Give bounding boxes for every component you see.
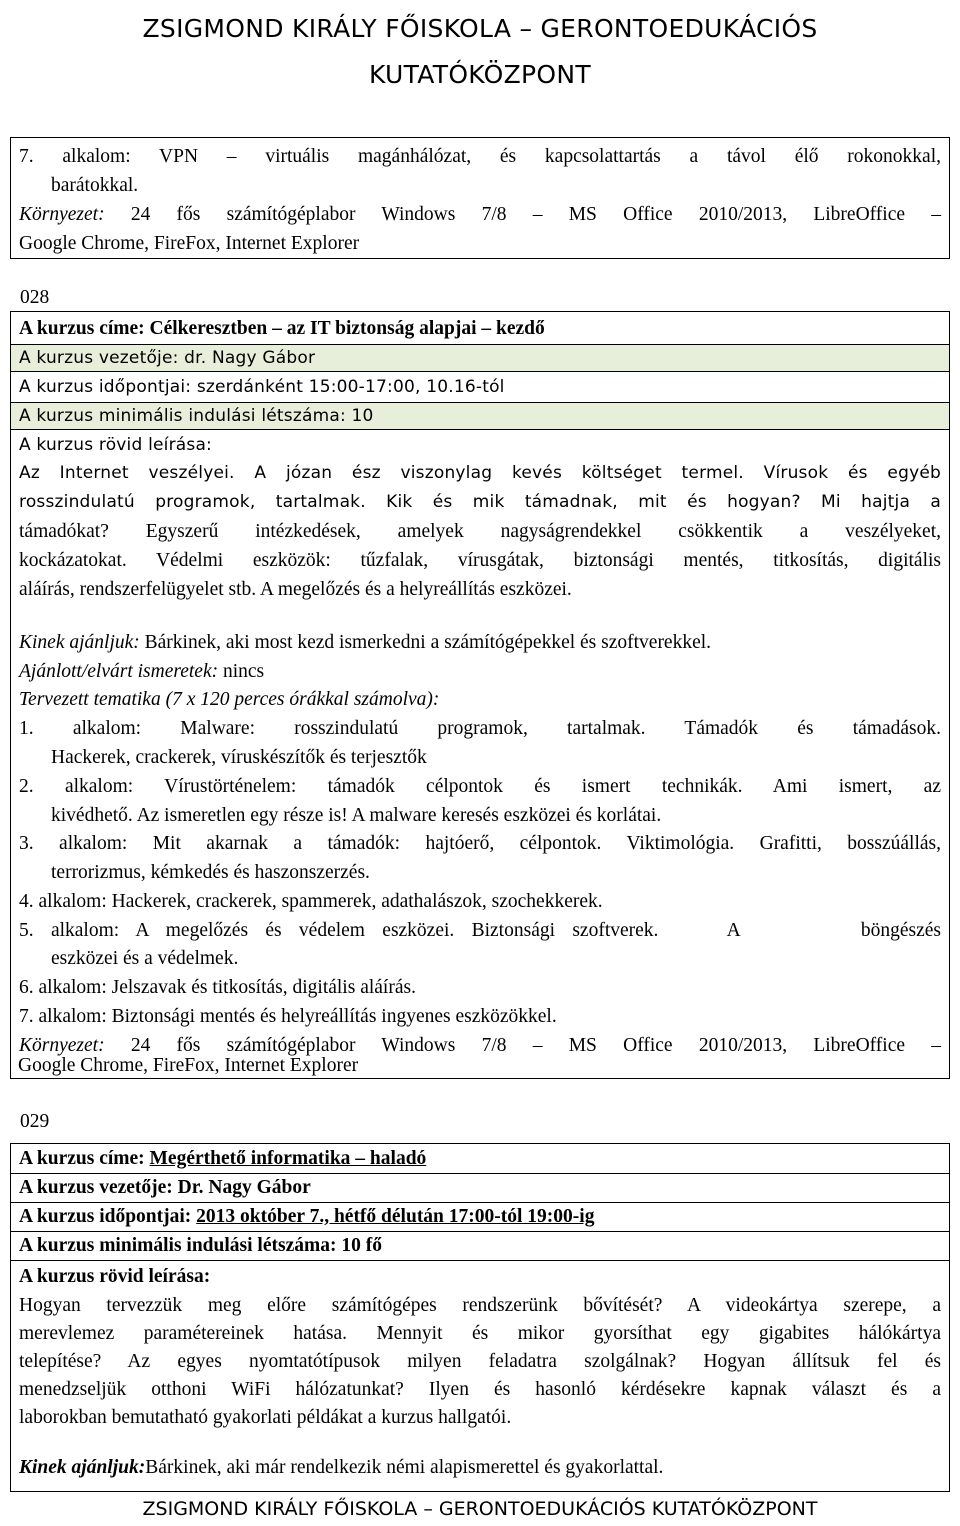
header-line-2: KUTATÓKÖZPONT — [369, 60, 591, 89]
leader-band — [11, 344, 949, 372]
course-number: 028 — [20, 287, 50, 308]
session-1-line: 1. alkalom: Malware: rosszindulatú programok, tartalmak. Támadók és támadások. — [19, 718, 941, 739]
desc-label: A kurzus rövid leírása: — [19, 435, 212, 455]
course-title: A kurzus címe: Célkeresztben – az IT biztonság alapjai – kezdő — [19, 318, 545, 339]
course-title-text: Megérthető informatika – haladó — [149, 1148, 427, 1169]
environment-line-cont: Google Chrome, FireFox, Internet Explorer — [18, 1055, 359, 1076]
course-027-continuation — [10, 137, 950, 259]
session-2-line: 2. alkalom: Vírustörténelem: támadók célpontok és ismert technikák. Ami ismert, az — [19, 776, 941, 797]
session-7-line: 7. alkalom: Biztonsági mentés és helyreállítás ingyenes eszközökkel. — [19, 1006, 557, 1027]
desc-line-1: Az Internet veszélyei. A józan ész viszonylag kevés költséget termel. Vírusok és egyéb — [19, 463, 941, 483]
plan-label: Tervezett tematika (7 x 120 perces órákkal számolva): — [19, 689, 440, 710]
title-row — [11, 1144, 949, 1174]
session-1-cont: Hackerek, crackerek, víruskészítők és terjesztők — [51, 747, 427, 768]
course-dates-label: A kurzus időpontjai: — [19, 1206, 192, 1227]
environment-label: Környezet: — [19, 204, 105, 225]
page-header — [0, 6, 960, 98]
desc-label: A kurzus rövid leírása: — [19, 1266, 211, 1287]
desc-line-3: támadókat? Egyszerű intézkedések, amelyek nagyságrendekkel csökkentik a veszélyeket, — [19, 521, 941, 542]
course-dates-text: A kurzus időpontjai: szerdánként 15:00-17:00, 10.16-tól — [19, 377, 505, 397]
recommend-label: Kinek ajánljuk: — [19, 1457, 146, 1478]
course-title-label: A kurzus címe: — [19, 1148, 145, 1169]
recommend-text: Bárkinek, aki már rendelkezik némi alapismerettel és gyakorlattal. — [145, 1457, 664, 1478]
desc-line-5: aláírás, rendszerfelügyelet stb. A megelőzés és a helyreállítás eszközei. — [19, 579, 572, 600]
session-5-cont: eszközei és a védelmek. — [51, 948, 239, 969]
environment-line — [19, 200, 941, 229]
page-footer: ZSIGMOND KIRÁLY FŐISKOLA – GERONTOEDUKÁCIÓS KUTATÓKÖZPONT — [142, 1498, 818, 1520]
course-min: A kurzus minimális indulási létszáma: 10 — [19, 406, 374, 426]
session-3-line: 3. alkalom: Mit akarnak a támadók: hajtóerő, célpontok. Viktimológia. Grafitti, bosszúállás, — [19, 833, 941, 854]
course-title — [19, 1144, 941, 1173]
environment-text: 24 fős számítógéplabor Windows 7/8 – MS Office 2010/2013, LibreOffice – — [130, 204, 942, 225]
course-number: 029 — [20, 1111, 50, 1132]
environment-label: Környezet: — [19, 1035, 105, 1056]
desc-line-1: Hogyan tervezzük meg előre számítógépes rendszerünk bővítését? A videokártya szerepe, a — [19, 1295, 941, 1316]
recommend-line — [19, 1453, 941, 1482]
session-4-line: 4. alkalom: Hackerek, crackerek, spammerek, adathalászok, szochekkerek. — [19, 891, 603, 912]
dates-row — [11, 1202, 949, 1232]
desc-line-2: merevlemez paramétereinek hatása. Mennyit és mikor gyorsíthat egy gigabites hálókártya — [19, 1323, 941, 1344]
course-dates — [19, 1202, 941, 1231]
leader-row — [11, 1173, 949, 1203]
prereq-line — [19, 657, 941, 686]
course-028-box — [10, 311, 950, 1079]
header-line-1: ZSIGMOND KIRÁLY FŐISKOLA – GERONTOEDUKÁCIÓS — [142, 14, 818, 43]
recommend-line — [19, 628, 941, 657]
session-7-line: 7. alkalom: VPN – virtuális magánhálózat, és kapcsolattartás a távol élő rokonokkal, — [19, 146, 941, 167]
environment-line-cont: Google Chrome, FireFox, Internet Explorer — [19, 233, 360, 254]
course-leader: A kurzus vezetője: Dr. Nagy Gábor — [19, 1177, 311, 1198]
recommend-label: Kinek ajánljuk: — [19, 632, 140, 653]
prereq-label: Ajánlott/elvárt ismeretek: — [19, 661, 219, 682]
course-dates — [19, 373, 941, 402]
environment-text: 24 fős számítógéplabor Windows 7/8 – MS Office 2010/2013, LibreOffice – — [130, 1035, 942, 1056]
prereq-text: nincs — [222, 661, 265, 682]
course-leader: A kurzus vezetője: dr. Nagy Gábor — [19, 348, 316, 368]
desc-line-4: menedzseljük otthoni WiFi hálózatunkat? Ilyen és hasonló kérdésekre kapnak választ és a — [19, 1379, 941, 1400]
course-dates-text: 2013 október 7., hétfő délután 17:00-tól 19:00-ig — [196, 1206, 595, 1227]
min-band — [11, 402, 949, 430]
desc-line-3: telepítése? Az egyes nyomtatótípusok milyen feladatra szolgálnak? Hogyan állítsuk fel és — [19, 1351, 941, 1372]
session-6-line: 6. alkalom: Jelszavak és titkosítás, digitális aláírás. — [19, 977, 416, 998]
session-5-line: 5. alkalom: A megelőzés és védelem eszközei. Biztonsági szoftverek. A böngészés — [19, 920, 941, 941]
desc-line-4: kockázatokat. Védelmi eszközök: tűzfalak, vírusgátak, biztonsági mentés, titkosítás, digitális — [19, 550, 941, 571]
session-3-cont: terrorizmus, kémkedés és haszonszerzés. — [51, 862, 370, 883]
desc-line-5: laborokban bemutatható gyakorlati példákat a kurzus hallgatói. — [19, 1407, 512, 1428]
min-row — [11, 1231, 949, 1261]
session-7-line-cont: barátokkal. — [51, 175, 139, 196]
session-2-cont: kivédhető. Az ismeretlen egy része is! A malware keresés eszközei és korlátai. — [51, 805, 662, 826]
course-min: A kurzus minimális indulási létszáma: 10 fő — [19, 1235, 382, 1256]
desc-line-2: rosszindulatú programok, tartalmak. Kik és mik támadnak, mit és hogyan? Mi hajtja a — [19, 492, 941, 512]
course-029-box — [10, 1143, 950, 1492]
recommend-text: Bárkinek, aki most kezd ismerkedni a számítógépekkel és szoftverekkel. — [144, 632, 712, 653]
